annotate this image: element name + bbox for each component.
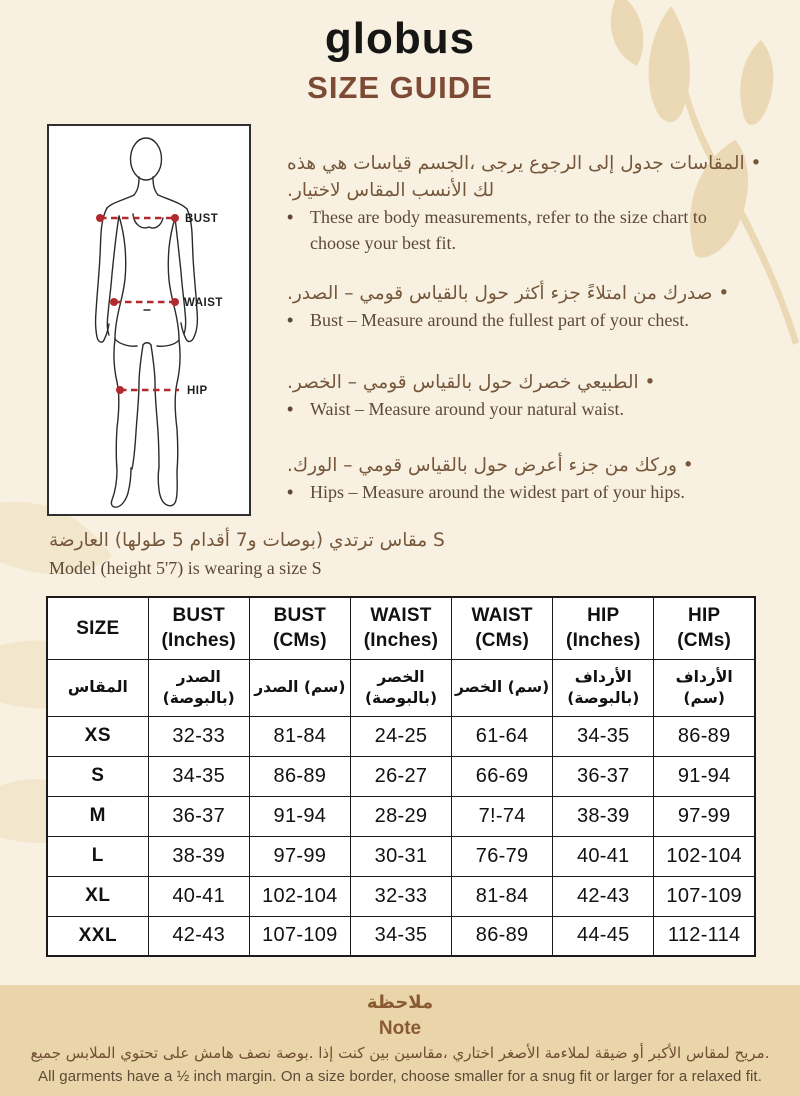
size-table-header-row-arabic xyxy=(47,659,755,716)
note-text: Bust – Measure around the fullest part of your chest. xyxy=(310,310,689,330)
measurement-cell: 36-37 xyxy=(148,796,249,836)
note-text: Hips – Measure around the widest part of your hips. xyxy=(310,482,685,502)
measurement-cell: 86-89 xyxy=(452,916,553,956)
size-table-row xyxy=(47,716,755,756)
body-figure-illustration xyxy=(49,126,249,514)
measurement-cell: 44-45 xyxy=(553,916,654,956)
measurement-cell: 107-109 xyxy=(654,876,755,916)
note-line-arabic: .‎لاختيار ‎المقاس ‎الأنسب ‎لك xyxy=(287,180,495,201)
measurement-cell: 40-41 xyxy=(148,876,249,916)
measurement-cell: 7!-74 xyxy=(452,796,553,836)
measurement-cell: 34-35 xyxy=(148,756,249,796)
measurement-cell: 42-43 xyxy=(553,876,654,916)
column-header-arabic: الأرداف ‎(بالبوصة) xyxy=(553,659,654,716)
size-table-header-row xyxy=(47,597,755,659)
measurement-cell: 36-37 xyxy=(553,756,654,796)
measurement-cell: 28-29 xyxy=(350,796,451,836)
measurement-cell: 40-41 xyxy=(553,836,654,876)
column-header: WAIST (CMs) xyxy=(452,597,553,659)
waist-line-label: WAIST xyxy=(184,297,223,309)
column-header: BUST (CMs) xyxy=(249,597,350,659)
measurement-cell: 26-27 xyxy=(350,756,451,796)
measurement-cell: 102-104 xyxy=(654,836,755,876)
note-body-arabic: جميع ‎الملابس ‎تحتوي ‎على ‎هامش ‎نصف ‎بوصة. ‎إذا ‎كنت ‎بين ‎مقاسين، ‎اختاري ‎الأصغر ‎لملاءمة ‎ضيقة ‎أو ‎الأكبر ‎لمقاس ‎مريح. xyxy=(30,1044,770,1062)
brand-logo: globus xyxy=(324,14,476,63)
measurement-cell: 34-35 xyxy=(553,716,654,756)
measurement-cell: 107-109 xyxy=(249,916,350,956)
note-line-english xyxy=(287,396,747,422)
measurement-cell: 97-99 xyxy=(654,796,755,836)
measurement-notes xyxy=(287,150,762,529)
note-text: These are body measurements, refer to the size chart to choose your best fit. xyxy=(310,207,707,253)
model-note-english: Model (height 5'7) is wearing a size S xyxy=(49,558,322,578)
measurement-cell: 97-99 xyxy=(249,836,350,876)
measurement-cell: 81-84 xyxy=(249,716,350,756)
model-size-note xyxy=(49,527,445,581)
size-label-cell: L xyxy=(47,836,148,876)
measurement-cell: 76-79 xyxy=(452,836,553,876)
measurement-cell: 24-25 xyxy=(350,716,451,756)
measurement-cell: 102-104 xyxy=(249,876,350,916)
size-table-row xyxy=(47,796,755,836)
size-label-cell: XS xyxy=(47,716,148,756)
page-title: SIZE GUIDE xyxy=(307,70,493,105)
size-label-cell: XXL xyxy=(47,916,148,956)
note-line-arabic: .‎الخصر ‎– ‎قومي ‎بالقياس ‎حول ‎خصرك ‎الطبيعي ‎• xyxy=(287,372,656,393)
bullet-icon: • xyxy=(287,399,294,419)
column-header: SIZE xyxy=(47,597,148,659)
column-header: HIP (Inches) xyxy=(553,597,654,659)
note-title-arabic: ملاحظة xyxy=(366,992,434,1013)
note-line-arabic: .‎الورك ‎– ‎قومي ‎بالقياس ‎حول ‎أعرض ‎جزء ‎من ‎وركك ‎• xyxy=(287,455,694,476)
measurement-cell: 30-31 xyxy=(350,836,451,876)
measurement-cell: 81-84 xyxy=(452,876,553,916)
measurement-cell: 32-33 xyxy=(148,716,249,756)
measurement-note-group xyxy=(287,369,747,422)
column-header-arabic: الخصر ‎(سم) xyxy=(452,659,553,716)
size-table-row xyxy=(47,916,755,956)
column-header: HIP (CMs) xyxy=(654,597,755,659)
column-header-arabic: الصدر ‎(سم) xyxy=(249,659,350,716)
measurement-note-group xyxy=(287,452,747,505)
size-label-cell: S xyxy=(47,756,148,796)
bullet-icon: • xyxy=(287,482,294,502)
bullet-icon: • xyxy=(287,310,294,330)
note-line-arabic: .‎الصدر ‎– ‎قومي ‎بالقياس ‎حول ‎أكثر ‎جزء ‎امتلاءً ‎من ‎صدرك ‎• xyxy=(287,283,730,304)
note-section xyxy=(0,985,800,1096)
size-table-row xyxy=(47,876,755,916)
size-table-row xyxy=(47,836,755,876)
column-header-arabic: المقاس xyxy=(47,659,148,716)
model-note-arabic: العارضة ‎(طولها ‎5 ‎أقدام ‎و7 ‎بوصات) ‎ترتدي ‎مقاس ‎S xyxy=(49,530,445,551)
measurement-cell: 112-114 xyxy=(654,916,755,956)
column-header: BUST (Inches) xyxy=(148,597,249,659)
bullet-icon: • xyxy=(287,207,294,227)
size-chart-table xyxy=(46,596,756,957)
column-header: WAIST (Inches) xyxy=(350,597,451,659)
measurement-note-group xyxy=(287,280,747,333)
measurement-cell: 91-94 xyxy=(654,756,755,796)
measurement-cell: 66-69 xyxy=(452,756,553,796)
note-line-english xyxy=(287,204,747,256)
column-header-arabic: الصدر ‎(بالبوصة) xyxy=(148,659,249,716)
size-table-row xyxy=(47,756,755,796)
measurement-cell: 38-39 xyxy=(148,836,249,876)
note-line-arabic: هذه ‎هي ‎قياسات ‎الجسم، ‎يرجى ‎الرجوع ‎إلى ‎جدول ‎المقاسات ‎• xyxy=(287,153,762,174)
measurement-cell: 86-89 xyxy=(654,716,755,756)
measurement-cell: 38-39 xyxy=(553,796,654,836)
measurement-note-group xyxy=(287,150,762,256)
note-line-english xyxy=(287,307,747,333)
body-measurement-diagram xyxy=(47,124,251,516)
note-line-english xyxy=(287,479,747,505)
measurement-cell: 86-89 xyxy=(249,756,350,796)
measurement-cell: 61-64 xyxy=(452,716,553,756)
column-header-arabic: الأرداف ‎(سم) xyxy=(654,659,755,716)
measurement-cell: 91-94 xyxy=(249,796,350,836)
note-title-english: Note xyxy=(378,1018,422,1039)
column-header-arabic: الخصر ‎(بالبوصة) xyxy=(350,659,451,716)
note-text: Waist – Measure around your natural waist. xyxy=(310,399,624,419)
measurement-cell: 32-33 xyxy=(350,876,451,916)
hip-line-label: HIP xyxy=(187,385,208,397)
measurement-cell: 34-35 xyxy=(350,916,451,956)
size-label-cell: XL xyxy=(47,876,148,916)
bust-line-label: BUST xyxy=(185,213,219,225)
size-label-cell: M xyxy=(47,796,148,836)
measurement-cell: 42-43 xyxy=(148,916,249,956)
note-body-english: All garments have a ½ inch margin. On a size border, choose smaller for a snug fit or larger for a relaxed fit. xyxy=(38,1068,762,1085)
